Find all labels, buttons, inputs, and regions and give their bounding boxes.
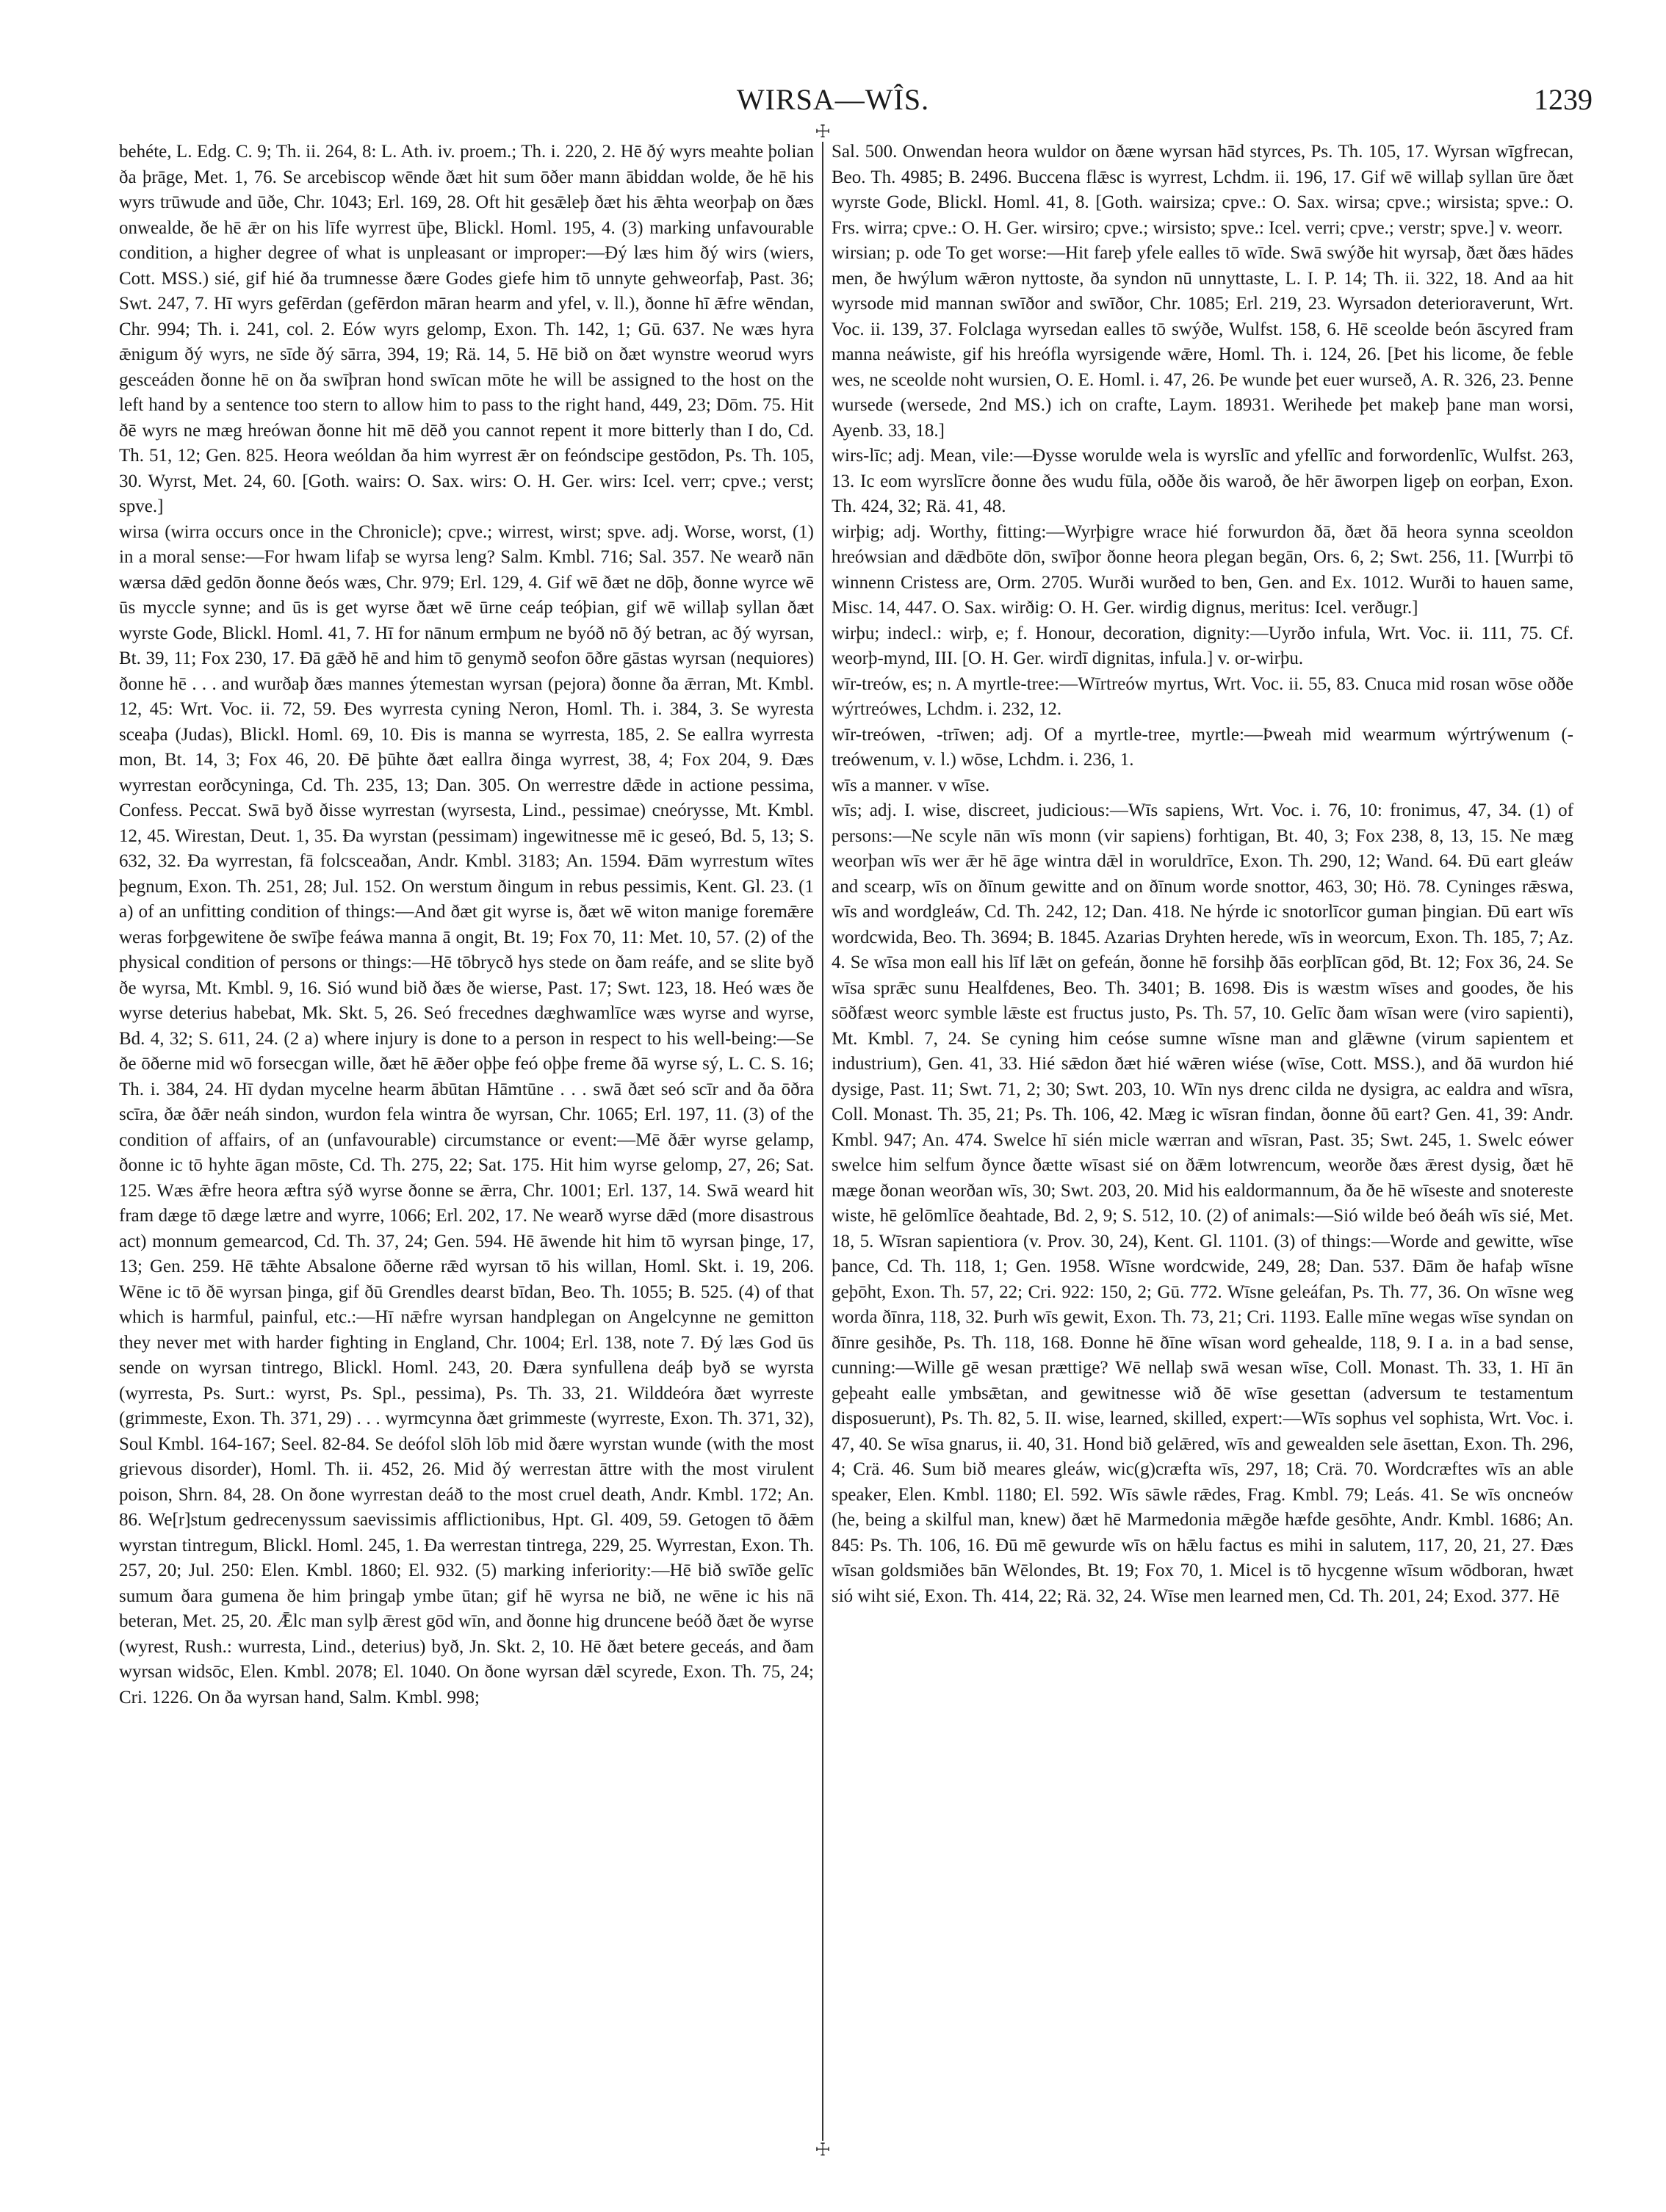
- entry-wirsa-continued: Sal. 500. Onwendan heora wuldor on ðæne wyrsan hād styrces, Ps. Th. 105, 17. Wyrsan wīgfrecan, Beo. Th. 4985; B. 2496. Buccena flǣsc is wyrrest, Lchdm. ii. 196, 17. Gif wē willaþ syllan ūre ðæt wyrste Gode, Blickl. Homl. 41, 8. [Goth. wairsiza; cpve.: O. Sax. wirsa; cpve.; wirsista; spve.: O. Frs. wirra; cpve.: O. H. Ger. wirsiro; cpve.; wirsisto; spve.: Icel. verri; cpve.; verstr; spve.] v. weorr.: [832, 142, 1573, 238]
- entry-wirs-continued: behéte, L. Edg. C. 9; Th. ii. 264, 8: L. Ath. iv. proem.; Th. i. 220, 2. Hē ðý wyrs meahte þolian ða þrāge, Met. 1, 76. Se arcebiscop wēnde ðæt hit sum ōðer mann ābiddan wolde, ðe hē his wyrs trūwude and ūðe, Chr. 1043; Erl. 169, 28. Oft hit gesǣleþ ðæt his ǣhta weorþaþ on ðæs onwealde, ðe hē ǣr on his līfe wyrrest ūþe, Blickl. Homl. 195, 4. (3) marking unfavourable condition, a higher degree of what is unpleasant or improper:—Ðý læs him ðý wirs (wiers, Cott. MSS.) sié, gif hié ða trumnesse ðære Godes giefe him tō unnyte gehweorfaþ, Past. 36; Swt. 247, 7. Hī wyrs gefērdan (gefērdon māran hearm and yfel, v. ll.), ðonne hī ǣfre wēndan, Chr. 994; Th. i. 241, col. 2. Eów wyrs gelomp, Exon. Th. 142, 1; Gū. 637. Ne wæs hyra ǣnigum ðý wyrs, ne sīde ðý sārra, 394, 19; Rä. 14, 5. Hē bið on ðæt wynstre weorud wyrs gesceáden ðonne hē on ða swīþran hond swīcan mōte he will be assigned to the host on the left hand by a sentence too stern to allow him to pass to the right hand, 449, 23; Dōm. 75. Hit ðē wyrs ne mæg hreówan ðonne hit mē dēð you cannot repent it more bitterly than I do, Cd. Th. 51, 12; Gen. 825. Heora weóldan ða him wyrrest ǣr on feóndscipe gestōdon, Ps. Th. 105, 30. Wyrst, Met. 24, 60. [Goth. wairs: O. Sax. wirs: O. H. Ger. wirs: Icel. verr; cpve.; verst; spve.]: [119, 142, 814, 516]
- entry-wirthig: wirþig; adj. Worthy, fitting:—Wyrþigre wrace hié forwurdon ðā, ðæt ðā heora synna sceoldon hreówsian and dǣdbōte dōn, swīþor ðonne heora plegan begān, Ors. 6, 2; Swt. 256, 11. [Wurrþi tō winnenn Cristess are, Orm. 2705. Wurði wurðed to ben, Gen. and Ex. 1012. Wurði to hauen same, Misc. 14, 447. O. Sax. wirðig: O. H. Ger. wirdig dignus, meritus: Icel. verðugr.]: [832, 521, 1573, 618]
- entry-wirthu: wirþu; indecl.: wirþ, e; f. Honour, decoration, dignity:—Uyrðo infula, Wrt. Voc. ii. 111, 75. Cf. weorþ-mynd, III. [O. H. Ger. wirdī dignitas, infula.] v. or-wirþu.: [832, 623, 1573, 668]
- divider-top-ornament-icon: ☩: [813, 123, 832, 142]
- entry-wirsa: wirsa (wirra occurs once in the Chronicle); cpve.; wirrest, wirst; spve. adj. Worse, worst, (1) in a moral sense:—For hwam lifaþ se wyrsa leng? Salm. Kmbl. 716; Sal. 357. Ne wearð nān wærsa dǣd gedōn ðonne ðeós wæs, Chr. 979; Erl. 129, 4. Gif wē ðæt ne dōþ, ðonne wyrce wē ūs myccle synne; and ūs is get wyrse ðæt wē ūrne ceáp teóþian, gif wē willaþ syllan ðæt wyrste Gode, Blickl. Homl. 41, 7. Hī for nānum ermþum ne byóð nō ðý betran, ac ðý wyrsan, Bt. 39, 11; Fox 230, 17. Ðā gǣð hē and him tō genymð seofon ōðre gāstas wyrsan (nequiores) ðonne hē . . . and wurðaþ ðæs mannes ýtemestan wyrsan (pejora) ðonne ða ǣrran, Mt. Kmbl. 12, 45: Wrt. Voc. ii. 72, 59. Ðes wyrresta cyning Neron, Homl. Th. i. 384, 3. Se wyresta sceaþa (Judas), Blickl. Homl. 69, 10. Ðis is manna se wyrresta, 185, 2. Se eallra wyrresta mon, Bt. 14, 3; Fox 46, 20. Ðē þūhte ðæt eallra ðinga wyrrest, 38, 4; Fox 204, 9. Ðæs wyrrestan eorðcyninga, Cd. Th. 235, 13; Dan. 305. On werrestre dǣde in actione pessima, Confess. Peccat. Swā byð ðisse wyrrestan (wyrsesta, Lind., pessimae) cneórysse, Mt. Kmbl. 12, 45. Wirestan, Deut. 1, 35. Ða wyrstan (pessimam) ingewitnesse mē ic geseó, Bd. 5, 13; S. 632, 32. Ða wyrrestan, fā folcsceaðan, Andr. Kmbl. 3183; An. 1594. Ðām wyrrestum wītes þegnum, Exon. Th. 251, 28; Jul. 152. On werstum ðingum in rebus pessimis, Kent. Gl. 23. (1 a) of an unfitting condition of things:—And ðæt git wyrse is, ðæt wē witon manige foremǣre weras forþgewitene ðe swīþe feáwa manna ā ongit, Bt. 19; Fox 70, 11: Met. 10, 57. (2) of the physical condition of persons or things:—Hē tōbrycð hys stede on ðam reáfe, and se slite byð ðe wyrsa, Mt. Kmbl. 9, 16. Sió wund bið ðæs ðe wierse, Past. 17; Swt. 123, 18. Heó wæs ðe wyrse deterius habebat, Mk. Skt. 5, 26. Seó frecednes dæghwamlīce wæs wyrse and wyrse, Bd. 4, 32; S. 611, 24. (2 a) where injury is done to a person in respect to his well-being:—Se ðe ōðerne mid wō forsecgan wille, ðæt hē ǣðer oþþe feó oþþe freme ðā wyrse sý, L. C. S. 16; Th. i. 384, 24. Hī dydan mycelne hearm ābūtan Hāmtūne . . . swā ðæt seó scīr and ða ōðra scīra, ðæ ðǣr neáh sindon, wurdon fela wintra ðe wyrsan, Chr. 1065; Erl. 197, 11. (3) of the condition of affairs, of an (unfavourable) circumstance or event:—Mē ðǣr wyrse gelamp, ðonne ic tō hyhte āgan mōste, Cd. Th. 275, 22; Sat. 175. Hit him wyrse gelomp, 27, 26; Sat. 125. Wæs ǣfre heora æftra sýð wyrse ðonne se ǣrra, Chr. 1001; Erl. 137, 14. Swā weard hit fram dæge tō dæge lætre and wyrre, 1066; Erl. 202, 17. Ne wearð wyrse dǣd (more disastrous act) monnum gemearcod, Cd. Th. 37, 24; Gen. 594. Hē āwende hit him tō wyrsan þinge, 17, 13; Gen. 259. Hē tǣhte Absalone ōðerne rǣd wyrsan tō his willan, Homl. Skt. i. 19, 206. Wēne ic tō ðē wyrsan þinga, gif ðū Grendles dearst bīdan, Beo. Th. 1055; B. 525. (4) of that which is harmful, painful, etc.:—Hī nǣfre wyrsan handplegan on Angelcynne ne gemitton they never met with harder fighting in England, Chr. 1004; Erl. 138, note 7. Ðý læs God ūs sende on wyrsan tintrego, Blickl. Homl. 243, 20. Ðæra synfullena deáþ byð se wyrsta (wyrresta, Ps. Surt.: wyrst, Ps. Spl., pessima), Ps. Th. 33, 21. Wilddeóra ðæt wyrreste (grimmeste, Exon. Th. 371, 29) . . . wyrmcynna ðæt grimmeste (wyrreste, Exon. Th. 371, 32), Soul Kmbl. 164-167; Seel. 82-84. Se deófol slōh lōb mid ðære wyrstan wunde (with the most grievous disorder), Homl. Th. ii. 452, 26. Mid ðý werrestan āttre with the most virulent poison, Shrn. 84, 28. On ðone wyrrestan deáð to the most cruel death, Andr. Kmbl. 172; An. 86. We[r]stum gedrecenyssum saevissimis afflictionibus, Hpt. Gl. 409, 59. Getogen tō ðǣm wyrstan tintregum, Blickl. Homl. 245, 1. Ða werrestan tintrega, 229, 25. Wyrrestan, Exon. Th. 257, 20; Jul. 250: Elen. Kmbl. 1860; El. 932. (5) marking inferiority:—Hē bið swīðe gelīc sumum ðara gumena ðe him þringaþ ymbe ūtan; gif hē wyrsa ne bið, ne wēne ic his nā beteran, Met. 25, 20. Ǣlc man sylþ ǣrest gōd wīn, and ðonne hig druncene beóð ðæt ðe wyrse (wyrest, Rush.: wurresta, Lind., deterius) byð, Jn. Skt. 2, 10. Hē ðæt betere geceás, and ðam wyrsan widsōc, Elen. Kmbl. 2078; El. 1040. On ðone wyrsan dǣl scyrede, Exon. Th. 75, 24; Cri. 1226. On ða wyrsan hand, Salm. Kmbl. 998;: [119, 521, 814, 1707]
- right-column: [832, 140, 1573, 2159]
- entry-wir-treowen: wīr-treówen, -trīwen; adj. Of a myrtle-tree, myrtle:—Þweah mid wearmum wýrtrýwenum (-treówenum, v. l.) wōse, Lchdm. i. 236, 1.: [832, 724, 1573, 770]
- divider-bottom-ornament-icon: ☩: [813, 2141, 832, 2160]
- entry-wirsian: wirsian; p. ode To get worse:—Hit fareþ yfele ealles tō wīde. Swā swýðe hit wyrsaþ, ðæt ðæs hādes men, ðe hwýlum wǣron nyttoste, ða syndon nū unnyttaste, L. I. P. 14; Th. ii. 322, 18. And aa hit wyrsode mid mannan swīðor and swīðor, Chr. 1085; Erl. 219, 23. Wyrsadon deterioraverunt, Wrt. Voc. ii. 139, 37. Folclaga wyrsedan ealles tō swýðe, Wulfst. 158, 6. Hē sceolde beón āscyred fram manna neáwiste, gif his hreófla wyrsigende wǣre, Homl. Th. i. 124, 26. [Þet his licome, ðe feble wes, ne sceolde noht wursien, O. E. Homl. i. 47, 26. Þe wunde þet euer wurseð, A. R. 326, 23. Þenne wursede (wersede, 2nd MS.) ich on crafte, Laym. 18931. Werihede þet makeþ þane man worsi, Ayenb. 33, 18.]: [832, 243, 1573, 441]
- entry-wis: wīs; adj. I. wise, discreet, judicious:—Wīs sapiens, Wrt. Voc. i. 76, 10: fronimus, 47, 34. (1) of persons:—Ne scyle nān wīs monn (vir sapiens) forhtigan, Bt. 40, 3; Fox 238, 8, 13, 15. Ne mæg weorþan wīs wer ǣr hē āge wintra dǣl in woruldrīce, Exon. Th. 290, 12; Wand. 64. Ðū eart gleáw and scearp, wīs on ðīnum gewitte and on ðīnum worde snottor, 463, 30; Hö. 78. Cyninges rǣswa, wīs and wordgleáw, Cd. Th. 242, 12; Dan. 418. Ne hýrde ic snotorlīcor guman þingian. Ðū eart wīs wordcwida, Beo. Th. 3694; B. 1845. Azarias Dryhten herede, wīs in weorcum, Exon. Th. 185, 7; Az. 4. Se wīsa mon eall his līf lǣt on gefeán, ðonne hē forsihþ ðās eorþlīcan gōd, Bt. 12; Fox 36, 24. Se wīsa sprǣc sunu Healfdenes, Beo. Th. 3401; B. 1698. Ðis is wæstm wīses and goodes, ðe his sōðfæst weorc symble lǣste est fructus justo, Ps. Th. 57, 10. Gelīc ðam wīsan were (viro sapienti), Mt. Kmbl. 7, 24. Se cyning him ceóse sumne wīsne man and glǣwne (virum sapientem et industrium), Gen. 41, 33. Hié sǣdon ðæt hié wǣren wiése (wīse, Cott. MSS.), and ðā wurdon hié dysige, Past. 11; Swt. 71, 2; 30; Swt. 203, 10. Wīn nys drenc cilda ne dysigra, ac ealdra and wīsra, Coll. Monast. Th. 35, 21; Ps. Th. 106, 42. Mæg ic wīsran findan, ðonne ðū eart? Gen. 41, 39: Andr. Kmbl. 947; An. 474. Swelce hī sién micle wærran and wīsran, Past. 35; Swt. 245, 1. Swelc eówer swelce him selfum ðynce ðætte wīsast sié on ðǣm lotwrencum, weorðe ðæs ǣrest dysig, ðæt hē mæge ðonan weorðan wīs, 30; Swt. 203, 20. Mid his ealdormannum, ða ðe hē wīseste and snotereste wiste, hē gelōmlīce ðeahtade, Bd. 2, 9; S. 512, 10. (2) of animals:—Sió wilde beó ðeáh wīs sié, Met. 18, 5. Wīsran sapientiora (v. Prov. 30, 24), Kent. Gl. 1101. (3) of things:—Worde and gewitte, wīse þance, Cd. Th. 118, 1; Gen. 1958. Wīsne wordcwide, 249, 28; Dan. 537. Ðām ðe hafaþ wīsne geþōht, Exon. Th. 57, 22; Cri. 922: 150, 2; Gū. 772. Wīsne geleáfan, Ps. Th. 77, 36. On wīsne weg worda ðīnra, 118, 32. Þurh wīs gewit, Exon. Th. 73, 21; Cri. 1193. Ealle mīne wegas wīse syndan on ðīnre gesihðe, Ps. Th. 118, 168. Ðonne hē ðīne wīsan word gehealde, 118, 9. I a. in a bad sense, cunning:—Wille gē wesan prættige? Wē nellaþ swā wesan wīse, Coll. Monast. Th. 33, 1. Hī ān geþeaht ealle ymbsǣtan, and gewitnesse wið ðē wīse gesettan (adversum te testamentum disposuerunt), Ps. Th. 82, 5. II. wise, learned, skilled, expert:—Wīs sophus vel sophista, Wrt. Voc. i. 47, 40. Se wīsa gnarus, ii. 40, 31. Hond bið gelǣred, wīs and gewealden sele āsettan, Exon. Th. 296, 4; Crä. 46. Sum bið meares gleáw, wic(g)cræfta wīs, 297, 18; Crä. 70. Wordcræftes wīs an able speaker, Elen. Kmbl. 1180; El. 592. Wīs sāwle rǣdes, Frag. Kmbl. 79; Leás. 41. Se wīs oncneów (he, being a skilful man, knew) ðæt hē Marmedonia mǣgðe hæfde gesōhte, Andr. Kmbl. 1686; An. 845: Ps. Th. 106, 16. Ðū mē gewurde wīs on hǣlu factus es mihi in salutem, 117, 20, 21, 27. Ðæs wīsan goldsmiðes bān Wēlondes, Bt. 19; Fox 70, 1. Micel is tō hycgenne wīsum wōdboran, hwæt sió wiht sié, Exon. Th. 414, 22; Rä. 32, 24. Wīse men learned men, Cd. Th. 201, 24; Exod. 377. Hē: [832, 800, 1573, 1606]
- left-column: [119, 140, 814, 2159]
- page-number: 1239: [1534, 83, 1593, 116]
- running-header-title: WIRSA—WÎS.: [736, 83, 930, 116]
- entry-wirs-lic: wirs-līc; adj. Mean, vile:—Ðysse worulde wela is wyrslīc and yfellīc and forwordenlīc, Wulfst. 263, 13. Ic eom wyrslīcre ðonne ðes wudu fūla, oððe ðis waroð, ðe hēr āworpen ligeþ on eorþan, Exon. Th. 424, 32; Rä. 41, 48.: [832, 446, 1573, 516]
- entry-wis-manner: wīs a manner. v wīse.: [832, 775, 990, 795]
- column-divider: [822, 132, 823, 2148]
- entry-wir-treow: wīr-treów, es; n. A myrtle-tree:—Wīrtreów myrtus, Wrt. Voc. ii. 55, 83. Cnuca mid rosan wōse oððe wýrtreówes, Lchdm. i. 232, 12.: [832, 673, 1573, 719]
